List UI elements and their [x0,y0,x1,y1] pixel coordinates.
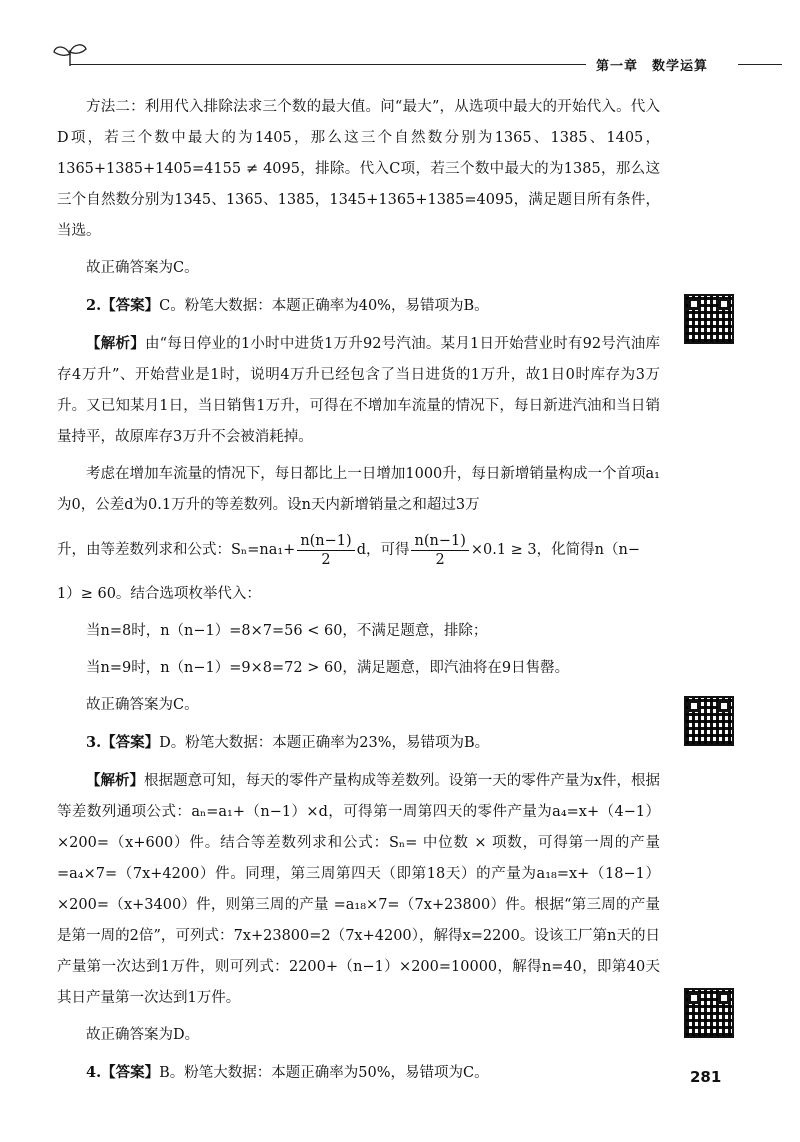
fraction-2-numerator: n(n−1) [411,532,468,551]
formula-suffix: ×0.1 ≥ 3，化简得n（n− [470,541,640,558]
qr-code-q3[interactable] [684,696,734,746]
q3-analysis [57,765,660,1014]
q2-sequence-paragraph: 考虑在增加车流量的情况下，每日都比上一日增加1000升，每日新增销量构成一个首项a₁为0，公差d为0.1万升的等差数列。设n天内新增销量之和超过3万 [57,466,660,513]
qr-code-q4[interactable] [684,988,734,1038]
formula-middle: d，可得 [356,541,410,558]
formula-prefix: 升，由等差数列求和公式：Sₙ=na₁+ [57,541,296,558]
q2-enumeration-intro: 1）≥ 60。结合选项枚举代入： [57,586,261,602]
q4-answer-text: B。粉笔大数据：本题正确率为50%，易错项为C。 [159,1065,489,1081]
q2-conclusion: 故正确答案为C。 [86,697,199,713]
header-rule-right [738,64,782,65]
formula-fraction-1 [297,532,354,569]
fraction-1-numerator: n(n−1) [297,532,354,551]
q3-analysis-tag: 【解析】 [86,772,145,789]
q3-conclusion: 故正确答案为D。 [86,1027,200,1043]
q2-answer [57,290,660,322]
q2-analysis [57,328,660,453]
header-rule-left [70,64,586,65]
q3-answer [57,727,660,759]
formula-fraction-2 [411,532,468,569]
chapter-heading [596,55,722,74]
q3-answer-tag: 3.【答案】 [86,734,160,751]
page-body [57,92,660,1089]
fraction-1-denominator: 2 [321,551,331,568]
q2-analysis-tag: 【解析】 [86,335,145,352]
q3-answer-text: D。粉笔大数据：本题正确率为23%，易错项为B。 [159,735,490,751]
page-number: 281 [690,1068,722,1086]
q3-analysis-text: 根据题意可知，每天的零件产量构成等差数列。设第一天的零件产量为x件，根据等差数列通项公式：aₙ=a₁+（n−1）×d，可得第一周第四天的零件产量为a₄=x+（4−1）×200=（x+600）件。结合等差数列求和公式：Sₙ= 中位数 × 项数，可得第一周的产量 =a₄×7=（7x+4200）件。同理，第三周第四天（即第18天）的产量为a₁₈=x+（18−1）×200=（x+3400）件，则第三周的产量 =a₁₈×7=（7x+23800）件。根据“第三周的产量是第一周的2倍”，可列式：7x+23800=2（7x+4200），解得x=2200。设该工厂第n天的日产量第一次达到1万件，则可列式：2200+（n−1）×200=10000，解得n=40，即第40天其日产量第一次达到1万件。 [57,773,661,1006]
page-header [0,0,800,90]
chapter-title: 数学运算 [652,59,709,74]
q4-answer [57,1057,660,1089]
q2-analysis-text: 由“每日停业的1小时中进货1万升92号汽油。某月1日开始营业时有92号汽油库存4万升”、开始营业是1时，说明4万升已经包含了当日进货的1万升，故1日0时库存为3万升。又已知某月1日，当日销售1万升，可得在不增加车流量的情况下，每日新进汽油和当日销量持平，故原库存3万升不会被消耗掉。 [57,336,661,445]
fraction-2-denominator: 2 [435,551,445,568]
qr-code-q2[interactable] [684,294,734,344]
q4-answer-tag: 4.【答案】 [86,1064,160,1081]
q2-case-n9: 当n=9时，n（n−1）=9×8=72 > 60，满足题意，即汽油将在9日售罄。 [86,660,570,676]
q2-answer-tag: 2.【答案】 [86,297,160,314]
q2-sum-formula [57,521,660,579]
chapter-label: 第一章 [596,59,639,74]
q2-case-n8: 当n=8时，n（n−1）=8×7=56 < 60，不满足题意，排除； [86,623,488,639]
q2-answer-text: C。粉笔大数据：本题正确率为40%，易错项为B。 [159,298,489,314]
method-two-paragraph: 方法二：利用代入排除法求三个数的最大值。问“最大”，从选项中最大的开始代入。代入D项，若三个数中最大的为1405，那么这三个自然数分别为1365、1385、1405，1365+1385+1405=4155 ≠ 4095，排除。代入C项，若三个数中最大的为1385，那么这三个自然数分别为1345、1365、1385，1345+1365+1385=4095，满足题目所有条件，当选。 [57,99,660,239]
q1-conclusion: 故正确答案为C。 [86,260,199,276]
sprout-icon [50,40,90,70]
